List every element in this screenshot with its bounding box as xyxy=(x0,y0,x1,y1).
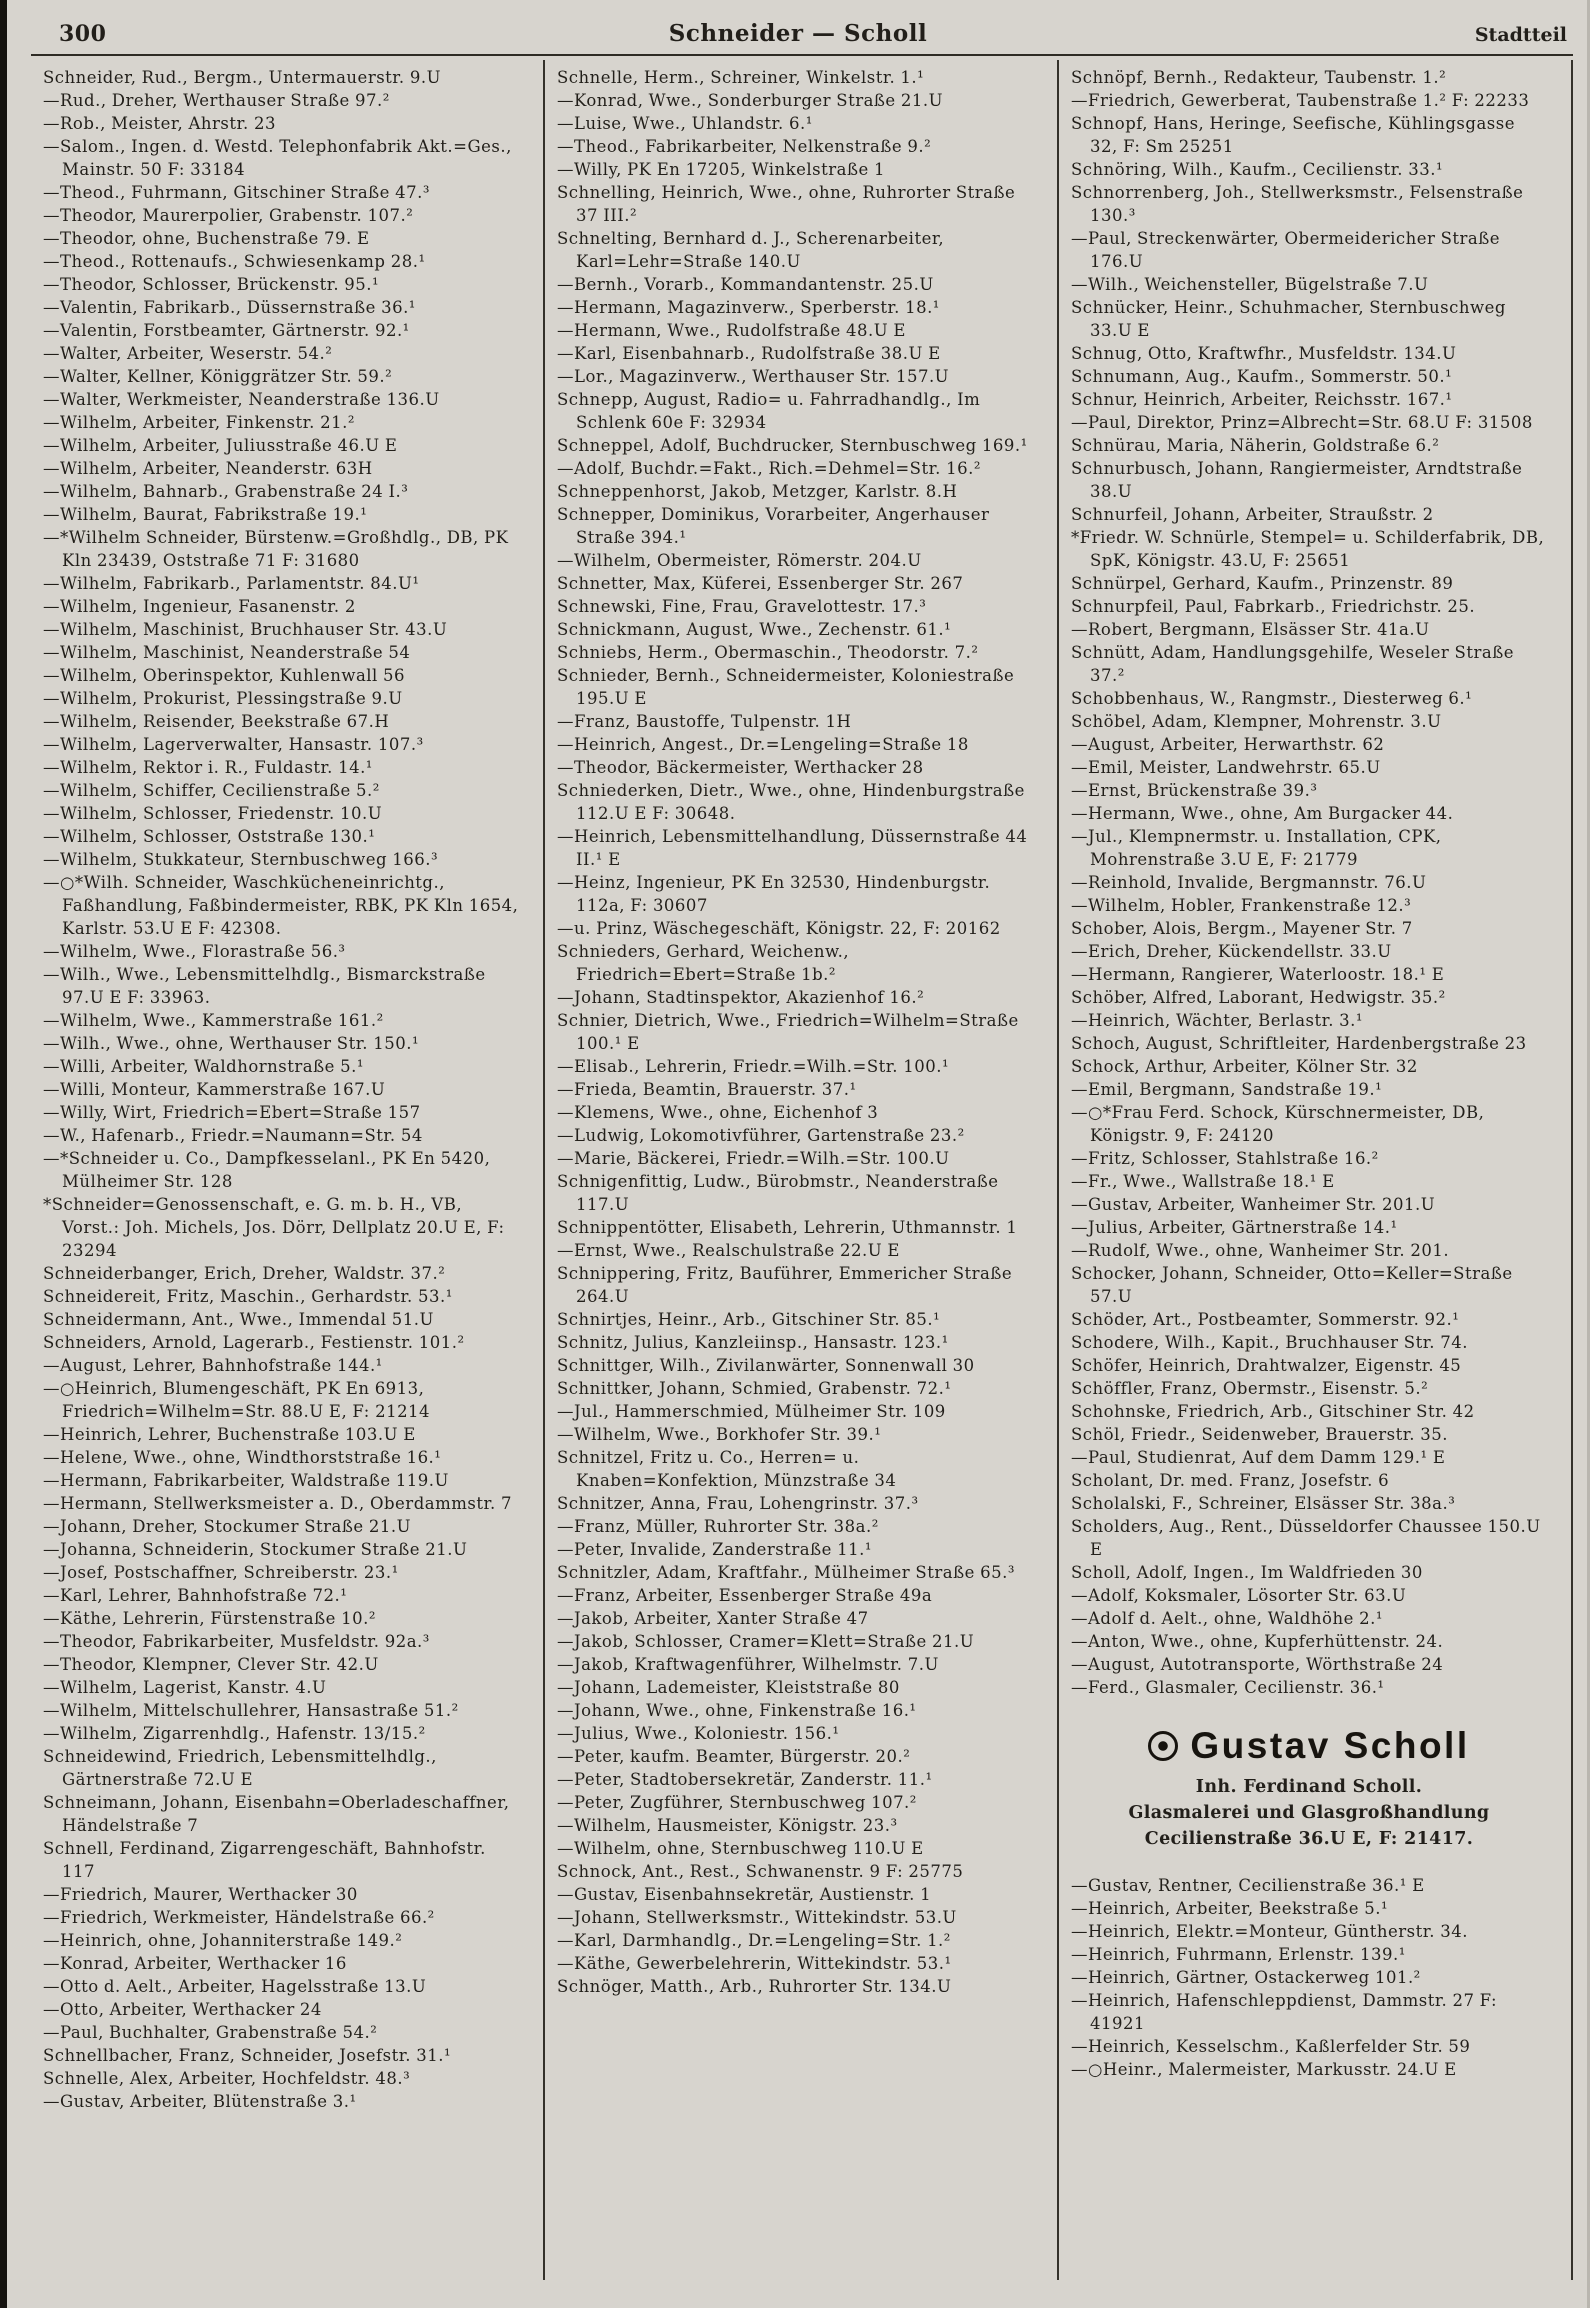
directory-entry: —Willy, PK En 17205, Winkelstraße 1 xyxy=(557,160,885,179)
directory-entry: —Wilhelm, Maschinist, Bruchhauser Str. 43.U xyxy=(43,620,448,639)
directory-entry: Schnitz, Julius, Kanzleiinsp., Hansastr. 123.¹ xyxy=(557,1333,949,1352)
directory-entry: Schodere, Wilh., Kapit., Bruchhauser Str. 74. xyxy=(1071,1333,1469,1352)
directory-entry: —Friedrich, Gewerberat, Taubenstraße 1.² F: 22233 xyxy=(1071,91,1530,110)
directory-entry: *Friedr. W. Schnürle, Stempel= u. Schilderfabrik, DB, SpK, Königstr. 43.U, F: 25651 xyxy=(1071,528,1545,570)
directory-entry: —Paul, Buchhalter, Grabenstraße 54.² xyxy=(43,2023,378,2042)
directory-entry: —Wilhelm, Mittelschullehrer, Hansastraße 51.² xyxy=(43,1701,459,1720)
directory-entry: Schneidermann, Ant., Wwe., Immendal 51.U xyxy=(43,1310,434,1329)
directory-entry: —Jakob, Kraftwagenführer, Wilhelmstr. 7.U xyxy=(557,1655,939,1674)
directory-entry: Schnetter, Max, Küferei, Essenberger Str. 267 xyxy=(557,574,964,593)
scholl-logo-icon xyxy=(1148,1731,1178,1761)
directory-entry: —Wilhelm, Schlosser, Friedenstr. 10.U xyxy=(43,804,383,823)
header-right-label: Stadtteil xyxy=(1474,24,1567,46)
directory-entry: —Wilhelm, Ingenieur, Fasanenstr. 2 xyxy=(43,597,356,616)
directory-entry: —Wilhelm, Wwe., Kammerstraße 161.² xyxy=(43,1011,384,1030)
directory-entry: —Friedrich, Werkmeister, Händelstraße 66.² xyxy=(43,1908,435,1927)
directory-entry: —Heinrich, Hafenschleppdienst, Dammstr. 27 F: 41921 xyxy=(1071,1991,1498,2033)
directory-entry: —Hermann, Stellwerksmeister a. D., Oberdammstr. 7 xyxy=(43,1494,512,1513)
directory-entry: Schnirtjes, Heinr., Arb., Gitschiner Str. 85.¹ xyxy=(557,1310,941,1329)
directory-entry: Schnütt, Adam, Handlungsgehilfe, Weseler Straße 37.² xyxy=(1071,643,1514,685)
directory-entry: —August, Autotransporte, Wörthstraße 24 xyxy=(1071,1655,1444,1674)
ad-owner-line: Inh. Ferdinand Scholl. xyxy=(1195,1777,1423,1797)
directory-entry: —Wilhelm, Bahnarb., Grabenstraße 24 I.³ xyxy=(43,482,409,501)
directory-entry: Schneppel, Adolf, Buchdrucker, Sternbuschweg 169.¹ xyxy=(557,436,1028,455)
directory-entry: —Jakob, Arbeiter, Xanter Straße 47 xyxy=(557,1609,869,1628)
directory-entry: —Johann, Dreher, Stockumer Straße 21.U xyxy=(43,1517,412,1536)
directory-entry: —Willi, Monteur, Kammerstraße 167.U xyxy=(43,1080,386,1099)
directory-entry: —Heinrich, Lebensmittelhandlung, Düssernstraße 44 II.¹ E xyxy=(557,827,1028,869)
directory-entry: —Heinz, Ingenieur, PK En 32530, Hindenburgstr. 112a, F: 30607 xyxy=(557,873,991,915)
directory-entry: —Robert, Bergmann, Elsässer Str. 41a.U xyxy=(1071,620,1430,639)
ad-address-line: Cecilienstraße 36.U E, F: 21417. xyxy=(1144,1829,1474,1849)
directory-entry: Schohnske, Friedrich, Arb., Gitschiner Str. 42 xyxy=(1071,1402,1475,1421)
directory-entry: Schnier, Dietrich, Wwe., Friedrich=Wilhelm=Straße 100.¹ E xyxy=(557,1011,1019,1053)
directory-entry: Schnickmann, August, Wwe., Zechenstr. 61.¹ xyxy=(557,620,952,639)
directory-entry: —Wilhelm, Hausmeister, Königstr. 23.³ xyxy=(557,1816,898,1835)
directory-entry: —Hermann, Rangierer, Waterloostr. 18.¹ E xyxy=(1071,965,1445,984)
directory-entry: —Heinrich, Lehrer, Buchenstraße 103.U E xyxy=(43,1425,416,1444)
column-3-entries-bottom xyxy=(1071,1874,1547,2081)
directory-entry: —Wilhelm, Obermeister, Römerstr. 204.U xyxy=(557,551,922,570)
directory-entry: Schöl, Friedr., Seidenweber, Brauerstr. 35. xyxy=(1071,1425,1449,1444)
page-title: Schneider — Scholl xyxy=(668,20,928,47)
directory-entry: —Hermann, Wwe., Rudolfstraße 48.U E xyxy=(557,321,906,340)
directory-entry: —Wilhelm, Lagerverwalter, Hansastr. 107.³ xyxy=(43,735,424,754)
directory-entry: —August, Lehrer, Bahnhofstraße 144.¹ xyxy=(43,1356,383,1375)
directory-entry: —Gustav, Arbeiter, Wanheimer Str. 201.U xyxy=(1071,1195,1436,1214)
directory-entry: —Theodor, Maurerpolier, Grabenstr. 107.² xyxy=(43,206,414,225)
directory-entry: —Willi, Arbeiter, Waldhornstraße 5.¹ xyxy=(43,1057,364,1076)
directory-entry: Schneppenhorst, Jakob, Metzger, Karlstr. 8.H xyxy=(557,482,958,501)
directory-entry: —Theodor, Klempner, Clever Str. 42.U xyxy=(43,1655,379,1674)
directory-entry: —Gustav, Arbeiter, Blütenstraße 3.¹ xyxy=(43,2092,357,2111)
directory-entry: Schnellbacher, Franz, Schneider, Josefstr. 31.¹ xyxy=(43,2046,452,2065)
directory-entry: —Reinhold, Invalide, Bergmannstr. 76.U xyxy=(1071,873,1427,892)
page-number: 300 xyxy=(59,21,107,47)
directory-entry: —Wilhelm, Zigarrenhdlg., Hafenstr. 13/15.² xyxy=(43,1724,426,1743)
directory-entry: —Emil, Meister, Landwehrstr. 65.U xyxy=(1071,758,1381,777)
directory-entry: Scholalski, F., Schreiner, Elsässer Str. 38a.³ xyxy=(1071,1494,1456,1513)
directory-entry: —Wilhelm, Reisender, Beekstraße 67.H xyxy=(43,712,390,731)
directory-entry: —Theod., Rottenaufs., Schwiesenkamp 28.¹ xyxy=(43,252,426,271)
directory-entry: Schnepper, Dominikus, Vorarbeiter, Angerhauser Straße 394.¹ xyxy=(557,505,990,547)
directory-entry: Schnöring, Wilh., Kaufm., Cecilienstr. 33.¹ xyxy=(1071,160,1444,179)
directory-entry: Schnelle, Alex, Arbeiter, Hochfeldstr. 48.³ xyxy=(43,2069,411,2088)
directory-entry: —Rudolf, Wwe., ohne, Wanheimer Str. 201. xyxy=(1071,1241,1450,1260)
directory-entry: —Wilhelm, Wwe., Florastraße 56.³ xyxy=(43,942,346,961)
directory-entry: —Hermann, Fabrikarbeiter, Waldstraße 119.U xyxy=(43,1471,449,1490)
directory-entry: Schnell, Ferdinand, Zigarrengeschäft, Bahnhofstr. 117 xyxy=(43,1839,486,1881)
directory-entry: —*Schneider u. Co., Dampfkesselanl., PK En 5420, Mülheimer Str. 128 xyxy=(43,1149,491,1191)
directory-entry: Schnücker, Heinr., Schuhmacher, Sternbuschweg 33.U E xyxy=(1071,298,1506,340)
directory-entry: Schnelle, Herm., Schreiner, Winkelstr. 1.¹ xyxy=(557,68,925,87)
directory-entry: —Bernh., Vorarb., Kommandantenstr. 25.U xyxy=(557,275,934,294)
directory-entry: Schneidewind, Friedrich, Lebensmittelhdlg., Gärtnerstraße 72.U E xyxy=(43,1747,437,1789)
directory-entry: —Otto d. Aelt., Arbeiter, Hagelsstraße 13.U xyxy=(43,1977,427,1996)
directory-entry: —Valentin, Forstbeamter, Gärtnerstr. 92.¹ xyxy=(43,321,410,340)
directory-entry: —Walter, Arbeiter, Weserstr. 54.² xyxy=(43,344,333,363)
directory-entry: Schnelting, Bernhard d. J., Scherenarbeiter, Karl=Lehr=Straße 140.U xyxy=(557,229,945,271)
directory-entry: —Rob., Meister, Ahrstr. 23 xyxy=(43,114,276,133)
directory-entry: —Käthe, Gewerbelehrerin, Wittekindstr. 53.¹ xyxy=(557,1954,952,1973)
directory-entry: —○Heinrich, Blumengeschäft, PK En 6913, Friedrich=Wilhelm=Str. 88.U E, F: 21214 xyxy=(43,1379,431,1421)
directory-entry: —Theodor, Fabrikarbeiter, Musfeldstr. 92a.³ xyxy=(43,1632,430,1651)
scan-edge-left xyxy=(0,0,7,2308)
directory-entry: Schneimann, Johann, Eisenbahn=Oberladeschaffner, Händelstraße 7 xyxy=(43,1793,510,1835)
directory-entry: —Theod., Fuhrmann, Gitschiner Straße 47.³ xyxy=(43,183,431,202)
directory-entry: —Adolf, Buchdr.=Fakt., Rich.=Dehmel=Str. 16.² xyxy=(557,459,981,478)
directory-entry: Schnitzler, Adam, Kraftfahr., Mülheimer Straße 65.³ xyxy=(557,1563,1015,1582)
directory-entry: —Heinrich, Gärtner, Ostackerweg 101.² xyxy=(1071,1968,1421,1987)
directory-entry: —Adolf, Koksmaler, Lösorter Str. 63.U xyxy=(1071,1586,1407,1605)
directory-entry: —Johann, Wwe., ohne, Finkenstraße 16.¹ xyxy=(557,1701,917,1720)
column-1-entries xyxy=(43,66,519,2113)
directory-entry: Schnöger, Matth., Arb., Ruhrorter Str. 134.U xyxy=(557,1977,952,1996)
directory-entry: —W., Hafenarb., Friedr.=Naumann=Str. 54 xyxy=(43,1126,423,1145)
directory-entry: Schnürau, Maria, Näherin, Goldstraße 6.² xyxy=(1071,436,1440,455)
directory-entry: —Wilhelm, Schiffer, Cecilienstraße 5.² xyxy=(43,781,380,800)
directory-entry: —Marie, Bäckerei, Friedr.=Wilh.=Str. 100.U xyxy=(557,1149,950,1168)
directory-entry: —Anton, Wwe., ohne, Kupferhüttenstr. 24. xyxy=(1071,1632,1444,1651)
column-1 xyxy=(31,60,543,2280)
directory-entry: Schnigenfittig, Ludw., Bürobmstr., Neanderstraße 117.U xyxy=(557,1172,999,1214)
directory-entry: —*Wilhelm Schneider, Bürstenw.=Großhdlg., DB, PK Kln 23439, Oststraße 71 F: 31680 xyxy=(43,528,509,570)
directory-entry: —○Heinr., Malermeister, Markusstr. 24.U E xyxy=(1071,2060,1457,2079)
directory-entry: —Johann, Lademeister, Kleiststraße 80 xyxy=(557,1678,900,1697)
directory-entry: Schnug, Otto, Kraftwfhr., Musfeldstr. 134.U xyxy=(1071,344,1457,363)
directory-entry: —Walter, Kellner, Königgrätzer Str. 59.² xyxy=(43,367,393,386)
directory-entry: Schnur, Heinrich, Arbeiter, Reichsstr. 167.¹ xyxy=(1071,390,1453,409)
directory-entry: Schnock, Ant., Rest., Schwanenstr. 9 F: 25775 xyxy=(557,1862,964,1881)
directory-entry: —Johann, Stellwerksmstr., Wittekindstr. 53.U xyxy=(557,1908,957,1927)
directory-entry: —Fr., Wwe., Wallstraße 18.¹ E xyxy=(1071,1172,1335,1191)
directory-entry: —Walter, Werkmeister, Neanderstraße 136.U xyxy=(43,390,440,409)
directory-entry: —Theodor, ohne, Buchenstraße 79. E xyxy=(43,229,370,248)
directory-entry: Schnepp, August, Radio= u. Fahrradhandlg., Im Schlenk 60e F: 32934 xyxy=(557,390,981,432)
column-3 xyxy=(1057,60,1571,2280)
directory-entry: —Heinrich, Arbeiter, Beekstraße 5.¹ xyxy=(1071,1899,1389,1918)
scholl-advertisement xyxy=(1073,1725,1545,1852)
directory-entry: —Gustav, Eisenbahnsekretär, Austienstr. 1 xyxy=(557,1885,932,1904)
directory-entry: —Peter, Invalide, Zanderstraße 11.¹ xyxy=(557,1540,872,1559)
directory-entry: —Julius, Arbeiter, Gärtnerstraße 14.¹ xyxy=(1071,1218,1398,1237)
directory-entry: —Klemens, Wwe., ohne, Eichenhof 3 xyxy=(557,1103,879,1122)
directory-entry: —Ferd., Glasmaler, Cecilienstr. 36.¹ xyxy=(1071,1678,1385,1697)
directory-entry: —Theodor, Bäckermeister, Werthacker 28 xyxy=(557,758,924,777)
directory-entry: —Peter, Zugführer, Sternbuschweg 107.² xyxy=(557,1793,917,1812)
directory-entry: —Wilhelm, Hobler, Frankenstraße 12.³ xyxy=(1071,896,1412,915)
directory-entry: —○*Wilh. Schneider, Waschkücheneinrichtg., Faßhandlung, Faßbindermeister, RBK, PK Kln 1654, Karlstr. 53.U E F: 42308. xyxy=(43,873,519,938)
directory-columns xyxy=(31,60,1573,2280)
directory-entry: —Wilh., Wwe., ohne, Werthauser Str. 150.¹ xyxy=(43,1034,420,1053)
directory-entry: —Hermann, Magazinverw., Sperberstr. 18.¹ xyxy=(557,298,940,317)
directory-entry: —Wilhelm, ohne, Sternbuschweg 110.U E xyxy=(557,1839,924,1858)
directory-entry: Schocker, Johann, Schneider, Otto=Keller=Straße 57.U xyxy=(1071,1264,1513,1306)
directory-entry: —Elisab., Lehrerin, Friedr.=Wilh.=Str. 100.¹ xyxy=(557,1057,950,1076)
directory-entry: —Johann, Stadtinspektor, Akazienhof 16.² xyxy=(557,988,925,1007)
directory-entry: —Johanna, Schneiderin, Stockumer Straße 21.U xyxy=(43,1540,468,1559)
directory-entry: —Adolf d. Aelt., ohne, Waldhöhe 2.¹ xyxy=(1071,1609,1383,1628)
directory-entry: Schobbenhaus, W., Rangmstr., Diesterweg 6.¹ xyxy=(1071,689,1473,708)
directory-entry: Schnelling, Heinrich, Wwe., ohne, Ruhrorter Straße 37 III.² xyxy=(557,183,1016,225)
directory-entry: —○*Frau Ferd. Schock, Kürschnermeister, DB, Königstr. 9, F: 24120 xyxy=(1071,1103,1485,1145)
directory-entry: —Peter, Stadtobersekretär, Zanderstr. 11.¹ xyxy=(557,1770,933,1789)
ad-business-line: Glasmalerei und Glasgroßhandlung xyxy=(1128,1803,1490,1823)
directory-entry: Schock, Arthur, Arbeiter, Kölner Str. 32 xyxy=(1071,1057,1418,1076)
directory-entry: —Frieda, Beamtin, Brauerstr. 37.¹ xyxy=(557,1080,857,1099)
directory-entry: Schober, Alois, Bergm., Mayener Str. 7 xyxy=(1071,919,1413,938)
directory-entry: —Wilhelm, Wwe., Borkhofer Str. 39.¹ xyxy=(557,1425,882,1444)
directory-entry: —Wilhelm, Schlosser, Oststraße 130.¹ xyxy=(43,827,376,846)
directory-entry: Schöbel, Adam, Klempner, Mohrenstr. 3.U xyxy=(1071,712,1442,731)
directory-entry: —Theod., Fabrikarbeiter, Nelkenstraße 9.² xyxy=(557,137,932,156)
directory-entry: Schnitzel, Fritz u. Co., Herren= u. Knaben=Konfektion, Münzstraße 34 xyxy=(557,1448,897,1490)
directory-entry: Schnieder, Bernh., Schneidermeister, Koloniestraße 195.U E xyxy=(557,666,1015,708)
page-header xyxy=(31,14,1573,56)
directory-entry: —Jul., Klempnermstr. u. Installation, CPK, Mohrenstraße 3.U E, F: 21779 xyxy=(1071,827,1442,869)
directory-entry: —Luise, Wwe., Uhlandstr. 6.¹ xyxy=(557,114,813,133)
directory-entry: —Konrad, Arbeiter, Werthacker 16 xyxy=(43,1954,347,1973)
directory-entry: —Ernst, Brückenstraße 39.³ xyxy=(1071,781,1318,800)
directory-entry: —Franz, Arbeiter, Essenberger Straße 49a xyxy=(557,1586,933,1605)
directory-entry: Schnürpel, Gerhard, Kaufm., Prinzenstr. 89 xyxy=(1071,574,1454,593)
directory-entry: —Lor., Magazinverw., Werthauser Str. 157.U xyxy=(557,367,950,386)
directory-entry: —Ludwig, Lokomotivführer, Gartenstraße 23.² xyxy=(557,1126,965,1145)
directory-entry: —Wilh., Wwe., Lebensmittelhdlg., Bismarckstraße 97.U E F: 33963. xyxy=(43,965,486,1007)
directory-entry: —Heinrich, ohne, Johanniterstraße 149.² xyxy=(43,1931,403,1950)
directory-entry: Schneider, Rud., Bergm., Untermauerstr. 9.U xyxy=(43,68,441,87)
directory-entry: —Heinrich, Angest., Dr.=Lengeling=Straße 18 xyxy=(557,735,969,754)
directory-entry: —Ernst, Wwe., Realschulstraße 22.U E xyxy=(557,1241,900,1260)
directory-entry: —Wilhelm, Fabrikarb., Parlamentstr. 84.U¹ xyxy=(43,574,420,593)
directory-entry: —Franz, Baustoffe, Tulpenstr. 1H xyxy=(557,712,852,731)
directory-entry: —Jul., Hammerschmied, Mülheimer Str. 109 xyxy=(557,1402,946,1421)
directory-entry: —Wilhelm, Oberinspektor, Kuhlenwall 56 xyxy=(43,666,406,685)
directory-entry: —u. Prinz, Wäschegeschäft, Königstr. 22, F: 20162 xyxy=(557,919,1001,938)
directory-entry: *Schneider=Genossenschaft, e. G. m. b. H., VB, Vorst.: Joh. Michels, Jos. Dörr, Dellplatz 20.U E, F: 23294 xyxy=(43,1195,505,1260)
directory-page xyxy=(7,0,1587,2308)
directory-entry: —Wilhelm, Arbeiter, Finkenstr. 21.² xyxy=(43,413,355,432)
directory-entry: Scholant, Dr. med. Franz, Josefstr. 6 xyxy=(1071,1471,1390,1490)
directory-entry: —Paul, Direktor, Prinz=Albrecht=Str. 68.U F: 31508 xyxy=(1071,413,1533,432)
directory-entry: Schneidereit, Fritz, Maschin., Gerhardstr. 53.¹ xyxy=(43,1287,453,1306)
directory-entry: —Karl, Lehrer, Bahnhofstraße 72.¹ xyxy=(43,1586,348,1605)
column-3-entries-top xyxy=(1071,66,1547,1699)
directory-entry: —Heinrich, Kesselschm., Kaßlerfelder Str. 59 xyxy=(1071,2037,1471,2056)
directory-entry: —Willy, Wirt, Friedrich=Ebert=Straße 157 xyxy=(43,1103,421,1122)
column-2 xyxy=(543,60,1057,2280)
directory-entry: Schnurbusch, Johann, Rangiermeister, Arndtstraße 38.U xyxy=(1071,459,1523,501)
directory-entry: —Jakob, Schlosser, Cramer=Klett=Straße 21.U xyxy=(557,1632,975,1651)
directory-entry: —Heinrich, Wächter, Berlastr. 3.¹ xyxy=(1071,1011,1364,1030)
directory-entry: —Wilhelm, Rektor i. R., Fuldastr. 14.¹ xyxy=(43,758,373,777)
directory-entry: —Josef, Postschaffner, Schreiberstr. 23.¹ xyxy=(43,1563,399,1582)
directory-entry: Schnitzer, Anna, Frau, Lohengrinstr. 37.³ xyxy=(557,1494,919,1513)
directory-entry: Schnurpfeil, Paul, Fabrkarb., Friedrichstr. 25. xyxy=(1071,597,1476,616)
directory-entry: —Erich, Dreher, Kückendellstr. 33.U xyxy=(1071,942,1392,961)
directory-entry: Schöder, Art., Postbeamter, Sommerstr. 92.¹ xyxy=(1071,1310,1460,1329)
directory-entry: —Wilhelm, Stukkateur, Sternbuschweg 166.³ xyxy=(43,850,439,869)
directory-entry: Schöffler, Franz, Obermstr., Eisenstr. 5.² xyxy=(1071,1379,1429,1398)
directory-entry: —Heinrich, Elektr.=Monteur, Güntherstr. 34. xyxy=(1071,1922,1469,1941)
directory-entry: —Theodor, Schlosser, Brückenstr. 95.¹ xyxy=(43,275,380,294)
directory-entry: —Valentin, Fabrikarb., Düssernstraße 36.¹ xyxy=(43,298,416,317)
directory-entry: Schnorrenberg, Joh., Stellwerksmstr., Felsenstraße 130.³ xyxy=(1071,183,1524,225)
directory-entry: Schöber, Alfred, Laborant, Hedwigstr. 35.² xyxy=(1071,988,1446,1007)
directory-entry: —Julius, Wwe., Koloniestr. 156.¹ xyxy=(557,1724,840,1743)
directory-entry: Schoch, August, Schriftleiter, Hardenbergstraße 23 xyxy=(1071,1034,1527,1053)
directory-entry: Schnippentötter, Elisabeth, Lehrerin, Uthmannstr. 1 xyxy=(557,1218,1018,1237)
directory-entry: Schnopf, Hans, Heringe, Seefische, Kühlingsgasse 32, F: Sm 25251 xyxy=(1071,114,1515,156)
column-2-entries xyxy=(557,66,1033,1998)
directory-entry: —Wilhelm, Prokurist, Plessingstraße 9.U xyxy=(43,689,403,708)
directory-entry: Scholl, Adolf, Ingen., Im Waldfrieden 30 xyxy=(1071,1563,1423,1582)
directory-entry: —Salom., Ingen. d. Westd. Telephonfabrik Akt.=Ges., Mainstr. 50 F: 33184 xyxy=(43,137,512,179)
directory-entry: —Käthe, Lehrerin, Fürstenstraße 10.² xyxy=(43,1609,376,1628)
directory-entry: —Paul, Streckenwärter, Obermeidericher Straße 176.U xyxy=(1071,229,1501,271)
directory-entry: —August, Arbeiter, Herwarthstr. 62 xyxy=(1071,735,1385,754)
directory-entry: —Gustav, Rentner, Cecilienstraße 36.¹ E xyxy=(1071,1876,1425,1895)
directory-entry: —Wilh., Weichensteller, Bügelstraße 7.U xyxy=(1071,275,1429,294)
directory-entry: Schnöpf, Bernh., Redakteur, Taubenstr. 1.² xyxy=(1071,68,1447,87)
directory-entry: —Konrad, Wwe., Sonderburger Straße 21.U xyxy=(557,91,944,110)
directory-entry: Schneiders, Arnold, Lagerarb., Festienstr. 101.² xyxy=(43,1333,465,1352)
directory-entry: —Rud., Dreher, Werthauser Straße 97.² xyxy=(43,91,390,110)
directory-entry: Schnieders, Gerhard, Weichenw., Friedrich=Ebert=Straße 1b.² xyxy=(557,942,850,984)
ad-brand-row xyxy=(1073,1725,1545,1767)
directory-entry: —Karl, Eisenbahnarb., Rudolfstraße 38.U E xyxy=(557,344,941,363)
directory-entry: —Wilhelm, Arbeiter, Neanderstr. 63H xyxy=(43,459,373,478)
directory-entry: Schneiderbanger, Erich, Dreher, Waldstr. 37.² xyxy=(43,1264,446,1283)
directory-entry: Scholders, Aug., Rent., Düsseldorfer Chaussee 150.U E xyxy=(1071,1517,1541,1559)
directory-entry: —Hermann, Wwe., ohne, Am Burgacker 44. xyxy=(1071,804,1454,823)
directory-entry: —Wilhelm, Arbeiter, Juliusstraße 46.U E xyxy=(43,436,398,455)
directory-entry: Schnittger, Wilh., Zivilanwärter, Sonnenwall 30 xyxy=(557,1356,975,1375)
directory-entry: Schöfer, Heinrich, Drahtwalzer, Eigenstr. 45 xyxy=(1071,1356,1462,1375)
directory-entry: Schnippering, Fritz, Bauführer, Emmericher Straße 264.U xyxy=(557,1264,1013,1306)
directory-entry: —Fritz, Schlosser, Stahlstraße 16.² xyxy=(1071,1149,1379,1168)
directory-entry: —Peter, kaufm. Beamter, Bürgerstr. 20.² xyxy=(557,1747,911,1766)
directory-entry: —Wilhelm, Lagerist, Kanstr. 4.U xyxy=(43,1678,327,1697)
directory-entry: Schnurfeil, Johann, Arbeiter, Straußstr. 2 xyxy=(1071,505,1434,524)
directory-entry: —Friedrich, Maurer, Werthacker 30 xyxy=(43,1885,358,1904)
directory-entry: Schniederken, Dietr., Wwe., ohne, Hindenburgstraße 112.U E F: 30648. xyxy=(557,781,1025,823)
directory-entry: —Wilhelm, Baurat, Fabrikstraße 19.¹ xyxy=(43,505,368,524)
directory-entry: Schnittker, Johann, Schmied, Grabenstr. 72.¹ xyxy=(557,1379,952,1398)
directory-entry: —Emil, Bergmann, Sandstraße 19.¹ xyxy=(1071,1080,1383,1099)
directory-entry: —Franz, Müller, Ruhrorter Str. 38a.² xyxy=(557,1517,879,1536)
directory-entry: Schnewski, Fine, Frau, Gravelottestr. 17.³ xyxy=(557,597,927,616)
ad-brand-name: Gustav Scholl xyxy=(1190,1725,1470,1766)
directory-entry: Schnumann, Aug., Kaufm., Sommerstr. 50.¹ xyxy=(1071,367,1453,386)
directory-entry: —Paul, Studienrat, Auf dem Damm 129.¹ E xyxy=(1071,1448,1446,1467)
directory-entry: Schniebs, Herm., Obermaschin., Theodorstr. 7.² xyxy=(557,643,979,662)
directory-entry: —Otto, Arbeiter, Werthacker 24 xyxy=(43,2000,322,2019)
directory-entry: —Heinrich, Fuhrmann, Erlenstr. 139.¹ xyxy=(1071,1945,1406,1964)
directory-entry: —Helene, Wwe., ohne, Windthorststraße 16.¹ xyxy=(43,1448,442,1467)
directory-entry: —Wilhelm, Maschinist, Neanderstraße 54 xyxy=(43,643,411,662)
directory-entry: —Karl, Darmhandlg., Dr.=Lengeling=Str. 1.² xyxy=(557,1931,951,1950)
